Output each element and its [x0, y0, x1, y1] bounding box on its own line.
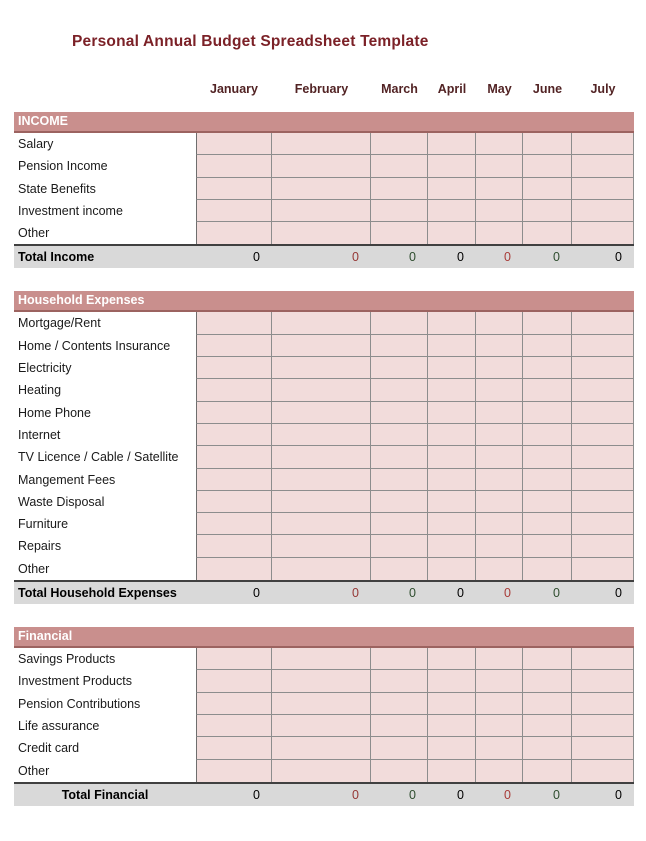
- row-label: Heating: [14, 379, 196, 401]
- data-cell[interactable]: [196, 670, 272, 692]
- data-cell[interactable]: [428, 558, 476, 580]
- data-cell[interactable]: [371, 357, 428, 379]
- section-rows: [14, 133, 634, 244]
- data-cell[interactable]: [523, 335, 572, 357]
- data-cell[interactable]: [371, 513, 428, 535]
- data-cell[interactable]: [272, 513, 371, 535]
- month-header-july: July: [590, 82, 616, 96]
- row-label: Internet: [14, 424, 196, 446]
- data-cell[interactable]: [272, 155, 371, 177]
- table-row: [14, 760, 634, 782]
- data-cell[interactable]: [476, 424, 523, 446]
- data-cell[interactable]: [371, 178, 428, 200]
- row-label: Home Phone: [14, 402, 196, 424]
- section-header: Household Expenses: [14, 291, 634, 312]
- data-cell[interactable]: [371, 648, 428, 670]
- budget-table: [14, 112, 634, 829]
- data-cell[interactable]: [371, 335, 428, 357]
- data-cell[interactable]: [272, 737, 371, 759]
- data-cell[interactable]: [196, 535, 272, 557]
- data-cell[interactable]: [572, 222, 634, 244]
- section-0: [14, 112, 634, 268]
- data-cell[interactable]: [476, 737, 523, 759]
- data-cell[interactable]: [371, 558, 428, 580]
- total-value-cell: 0: [553, 586, 560, 601]
- row-label: Mortgage/Rent: [14, 312, 196, 334]
- data-cell[interactable]: [371, 379, 428, 401]
- data-cell[interactable]: [523, 222, 572, 244]
- row-label: Repairs: [14, 535, 196, 557]
- data-cell[interactable]: [371, 693, 428, 715]
- data-cell[interactable]: [523, 200, 572, 222]
- month-header-april: April: [437, 82, 467, 96]
- section-header: Financial: [14, 627, 634, 648]
- data-cell[interactable]: [523, 379, 572, 401]
- data-cell[interactable]: [371, 737, 428, 759]
- data-cell[interactable]: [371, 491, 428, 513]
- total-row-label: Total Income: [18, 250, 95, 265]
- month-header-march: March: [381, 82, 418, 96]
- table-row: [14, 491, 634, 513]
- data-cell[interactable]: [428, 133, 476, 155]
- data-cell[interactable]: [196, 133, 272, 155]
- table-row: [14, 535, 634, 557]
- data-cell[interactable]: [371, 446, 428, 468]
- month-header-row: [14, 78, 634, 100]
- data-cell[interactable]: [428, 312, 476, 334]
- data-cell[interactable]: [476, 558, 523, 580]
- data-cell[interactable]: [428, 535, 476, 557]
- data-cell[interactable]: [523, 715, 572, 737]
- data-cell[interactable]: [272, 312, 371, 334]
- month-header-january: January: [210, 82, 258, 96]
- table-row: [14, 670, 634, 692]
- data-cell[interactable]: [272, 357, 371, 379]
- data-cell[interactable]: [371, 760, 428, 782]
- data-cell[interactable]: [196, 379, 272, 401]
- data-cell[interactable]: [572, 558, 634, 580]
- table-row: [14, 737, 634, 759]
- data-cell[interactable]: [523, 491, 572, 513]
- data-cell[interactable]: [371, 424, 428, 446]
- total-value-cell: 0: [553, 250, 560, 265]
- data-cell[interactable]: [523, 513, 572, 535]
- data-cell[interactable]: [272, 133, 371, 155]
- table-row: [14, 558, 634, 580]
- month-header-february: February: [294, 82, 349, 96]
- total-value-cell: 0: [615, 787, 622, 802]
- data-cell[interactable]: [196, 222, 272, 244]
- data-cell[interactable]: [196, 200, 272, 222]
- section-rows: [14, 312, 634, 580]
- data-cell[interactable]: [428, 648, 476, 670]
- data-cell[interactable]: [476, 335, 523, 357]
- data-cell[interactable]: [476, 670, 523, 692]
- total-value-cell: 0: [504, 250, 511, 265]
- data-cell[interactable]: [572, 379, 634, 401]
- table-row: [14, 200, 634, 222]
- section-rows: [14, 648, 634, 782]
- data-cell[interactable]: [523, 670, 572, 692]
- data-cell[interactable]: [572, 760, 634, 782]
- data-cell[interactable]: [272, 446, 371, 468]
- data-cell[interactable]: [476, 379, 523, 401]
- total-value-cell: 0: [409, 586, 416, 601]
- data-cell[interactable]: [572, 402, 634, 424]
- table-row: [14, 379, 634, 401]
- total-row: [14, 580, 634, 604]
- data-cell[interactable]: [572, 535, 634, 557]
- data-cell[interactable]: [272, 670, 371, 692]
- page-title: Personal Annual Budget Spreadsheet Template: [72, 33, 429, 50]
- row-label: Pension Income: [14, 155, 196, 177]
- data-cell[interactable]: [572, 133, 634, 155]
- data-cell[interactable]: [476, 513, 523, 535]
- total-value-cell: 0: [253, 586, 260, 601]
- data-cell[interactable]: [572, 178, 634, 200]
- data-cell[interactable]: [272, 535, 371, 557]
- data-cell[interactable]: [523, 693, 572, 715]
- data-cell[interactable]: [272, 178, 371, 200]
- data-cell[interactable]: [428, 737, 476, 759]
- data-cell[interactable]: [428, 491, 476, 513]
- data-cell[interactable]: [572, 424, 634, 446]
- data-cell[interactable]: [476, 222, 523, 244]
- data-cell[interactable]: [371, 670, 428, 692]
- data-cell[interactable]: [523, 312, 572, 334]
- data-cell[interactable]: [428, 670, 476, 692]
- data-cell[interactable]: [476, 446, 523, 468]
- data-cell[interactable]: [272, 648, 371, 670]
- month-header-spacer: [14, 78, 196, 100]
- data-cell[interactable]: [476, 535, 523, 557]
- data-cell[interactable]: [272, 693, 371, 715]
- data-cell[interactable]: [196, 513, 272, 535]
- data-cell[interactable]: [476, 357, 523, 379]
- total-value-cell: 0: [615, 586, 622, 601]
- data-cell[interactable]: [476, 469, 523, 491]
- table-row: [14, 648, 634, 670]
- data-cell[interactable]: [428, 469, 476, 491]
- data-cell[interactable]: [476, 715, 523, 737]
- data-cell[interactable]: [428, 222, 476, 244]
- data-cell[interactable]: [196, 760, 272, 782]
- data-cell[interactable]: [523, 760, 572, 782]
- data-cell[interactable]: [523, 558, 572, 580]
- row-label: Salary: [14, 133, 196, 155]
- data-cell[interactable]: [572, 469, 634, 491]
- row-label: Life assurance: [14, 715, 196, 737]
- data-cell[interactable]: [371, 469, 428, 491]
- table-row: [14, 222, 634, 244]
- section-header: INCOME: [14, 112, 634, 133]
- data-cell[interactable]: [428, 760, 476, 782]
- table-row: [14, 133, 634, 155]
- data-cell[interactable]: [572, 357, 634, 379]
- table-row: [14, 715, 634, 737]
- total-value-cell: 0: [253, 787, 260, 802]
- total-value-cell: 0: [457, 586, 464, 601]
- data-cell[interactable]: [572, 513, 634, 535]
- data-cell[interactable]: [428, 357, 476, 379]
- data-cell[interactable]: [272, 402, 371, 424]
- data-cell[interactable]: [371, 155, 428, 177]
- row-label: Other: [14, 222, 196, 244]
- data-cell[interactable]: [572, 155, 634, 177]
- data-cell[interactable]: [572, 693, 634, 715]
- table-row: [14, 312, 634, 334]
- row-label: Other: [14, 558, 196, 580]
- data-cell[interactable]: [572, 648, 634, 670]
- data-cell[interactable]: [196, 155, 272, 177]
- total-row-label: Total Household Expenses: [18, 586, 177, 601]
- data-cell[interactable]: [428, 513, 476, 535]
- data-cell[interactable]: [428, 335, 476, 357]
- data-cell[interactable]: [523, 155, 572, 177]
- row-label: TV Licence / Cable / Satellite: [14, 446, 196, 468]
- data-cell[interactable]: [272, 222, 371, 244]
- table-row: [14, 446, 634, 468]
- data-cell[interactable]: [428, 379, 476, 401]
- data-cell[interactable]: [523, 402, 572, 424]
- data-cell[interactable]: [428, 693, 476, 715]
- data-cell[interactable]: [476, 402, 523, 424]
- row-label: Furniture: [14, 513, 196, 535]
- row-label: Pension Contributions: [14, 693, 196, 715]
- data-cell[interactable]: [272, 335, 371, 357]
- data-cell[interactable]: [572, 200, 634, 222]
- table-row: [14, 469, 634, 491]
- row-label: Investment Products: [14, 670, 196, 692]
- data-cell[interactable]: [272, 491, 371, 513]
- data-cell[interactable]: [476, 693, 523, 715]
- data-cell[interactable]: [371, 222, 428, 244]
- data-cell[interactable]: [196, 424, 272, 446]
- data-cell[interactable]: [196, 178, 272, 200]
- data-cell[interactable]: [572, 715, 634, 737]
- table-row: [14, 402, 634, 424]
- row-label: State Benefits: [14, 178, 196, 200]
- data-cell[interactable]: [523, 535, 572, 557]
- row-label: Other: [14, 760, 196, 782]
- data-cell[interactable]: [476, 648, 523, 670]
- data-cell[interactable]: [523, 424, 572, 446]
- row-label: Mangement Fees: [14, 469, 196, 491]
- row-label: Savings Products: [14, 648, 196, 670]
- total-value-cell: 0: [457, 250, 464, 265]
- data-cell[interactable]: [196, 693, 272, 715]
- total-value-cell: 0: [553, 787, 560, 802]
- data-cell[interactable]: [476, 200, 523, 222]
- row-label: Electricity: [14, 357, 196, 379]
- data-cell[interactable]: [476, 155, 523, 177]
- data-cell[interactable]: [476, 760, 523, 782]
- data-cell[interactable]: [572, 446, 634, 468]
- total-value-cell: 0: [615, 250, 622, 265]
- data-cell[interactable]: [523, 178, 572, 200]
- data-cell[interactable]: [196, 737, 272, 759]
- total-row-label: Total Financial: [61, 787, 149, 802]
- data-cell[interactable]: [523, 446, 572, 468]
- data-cell[interactable]: [371, 200, 428, 222]
- data-cell[interactable]: [523, 737, 572, 759]
- data-cell[interactable]: [428, 446, 476, 468]
- data-cell[interactable]: [523, 133, 572, 155]
- data-cell[interactable]: [476, 491, 523, 513]
- data-cell[interactable]: [572, 670, 634, 692]
- month-header-may: May: [487, 82, 512, 96]
- data-cell[interactable]: [196, 446, 272, 468]
- data-cell[interactable]: [196, 558, 272, 580]
- total-value-cell: 0: [409, 250, 416, 265]
- data-cell[interactable]: [572, 491, 634, 513]
- data-cell[interactable]: [272, 558, 371, 580]
- data-cell[interactable]: [476, 312, 523, 334]
- table-row: [14, 178, 634, 200]
- data-cell[interactable]: [428, 715, 476, 737]
- data-cell[interactable]: [428, 402, 476, 424]
- data-cell[interactable]: [428, 200, 476, 222]
- data-cell[interactable]: [572, 312, 634, 334]
- data-cell[interactable]: [476, 133, 523, 155]
- table-row: [14, 155, 634, 177]
- section-1: [14, 291, 634, 604]
- table-row: [14, 424, 634, 446]
- data-cell[interactable]: [272, 760, 371, 782]
- section-2: [14, 627, 634, 806]
- data-cell[interactable]: [196, 402, 272, 424]
- data-cell[interactable]: [196, 357, 272, 379]
- row-label: Home / Contents Insurance: [14, 335, 196, 357]
- data-cell[interactable]: [428, 155, 476, 177]
- data-cell[interactable]: [371, 402, 428, 424]
- data-cell[interactable]: [196, 335, 272, 357]
- data-cell[interactable]: [572, 335, 634, 357]
- total-value-cell: 0: [409, 787, 416, 802]
- total-row: [14, 782, 634, 806]
- row-label: Credit card: [14, 737, 196, 759]
- data-cell[interactable]: [371, 715, 428, 737]
- data-cell[interactable]: [272, 469, 371, 491]
- row-label: Waste Disposal: [14, 491, 196, 513]
- total-value-cell: 0: [457, 787, 464, 802]
- data-cell[interactable]: [523, 469, 572, 491]
- data-cell[interactable]: [428, 424, 476, 446]
- data-cell[interactable]: [196, 312, 272, 334]
- total-value-cell: 0: [504, 586, 511, 601]
- row-label: Investment income: [14, 200, 196, 222]
- table-row: [14, 513, 634, 535]
- data-cell[interactable]: [196, 648, 272, 670]
- table-row: [14, 335, 634, 357]
- total-value-cell: 0: [253, 250, 260, 265]
- month-header-june: June: [532, 82, 563, 96]
- data-cell[interactable]: [371, 535, 428, 557]
- table-row: [14, 693, 634, 715]
- data-cell[interactable]: [272, 715, 371, 737]
- data-cell[interactable]: [476, 178, 523, 200]
- data-cell[interactable]: [371, 133, 428, 155]
- data-cell[interactable]: [371, 312, 428, 334]
- total-row: [14, 244, 634, 268]
- data-cell[interactable]: [272, 424, 371, 446]
- total-value-cell: 0: [352, 250, 359, 265]
- data-cell[interactable]: [572, 737, 634, 759]
- table-row: [14, 357, 634, 379]
- data-cell[interactable]: [428, 178, 476, 200]
- data-cell[interactable]: [272, 379, 371, 401]
- data-cell[interactable]: [523, 357, 572, 379]
- data-cell[interactable]: [272, 200, 371, 222]
- data-cell[interactable]: [196, 715, 272, 737]
- total-value-cell: 0: [352, 787, 359, 802]
- data-cell[interactable]: [196, 469, 272, 491]
- data-cell[interactable]: [523, 648, 572, 670]
- data-cell[interactable]: [196, 491, 272, 513]
- total-value-cell: 0: [352, 586, 359, 601]
- total-value-cell: 0: [504, 787, 511, 802]
